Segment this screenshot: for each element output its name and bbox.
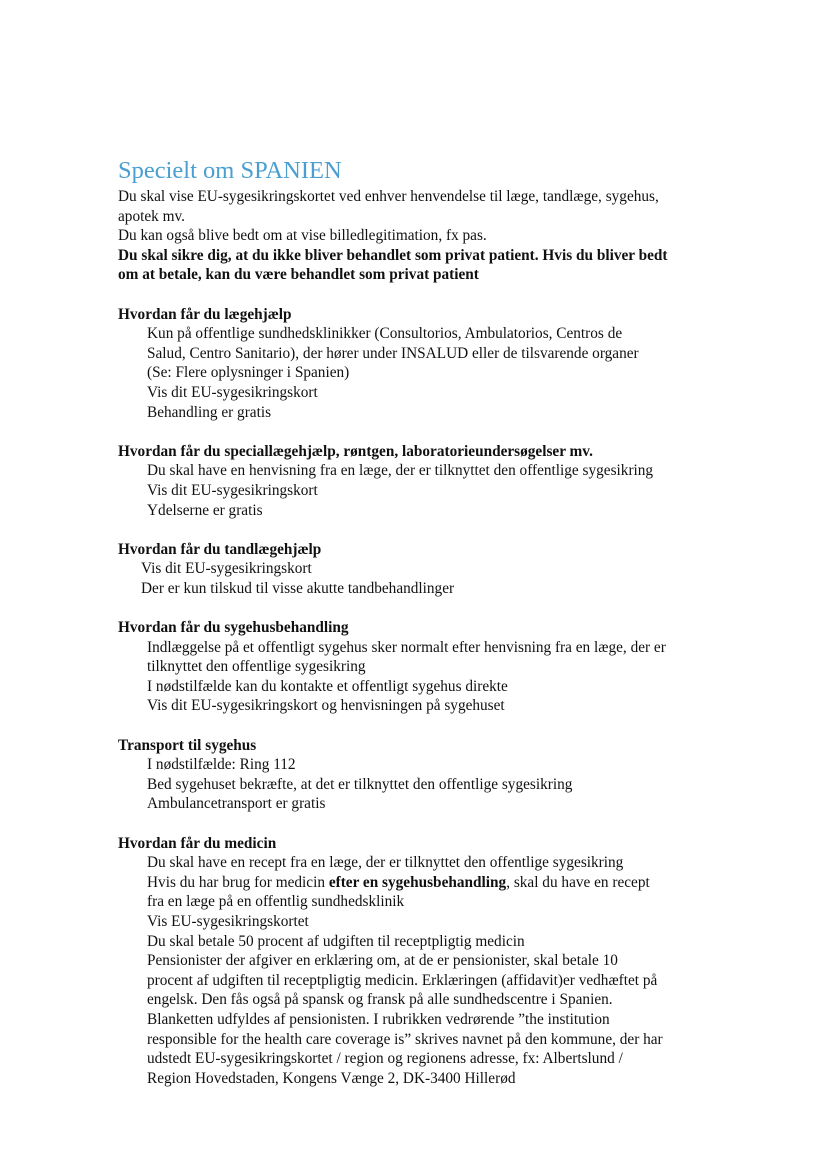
section-heading: Hvordan får du tandlægehjælp (118, 540, 322, 558)
intro-line: Du kan også blive bedt om at vise billedlegitimation, fx pas. (118, 227, 487, 245)
section-heading: Hvordan får du medicin (118, 834, 277, 852)
intro-warning: om at betale, kan du være behandlet som privat patient (118, 266, 479, 284)
section-heading: Hvordan får du sygehusbehandling (118, 619, 349, 637)
section-line: Ambulancetransport er gratis (147, 795, 326, 813)
section-line: Blanketten udfyldes af pensionisten. I rubrikken vedrørende ”the institution (147, 1010, 610, 1028)
intro-line: Du skal vise EU-sygesikringskortet ved enhver henvendelse til læge, tandlæge, sygehus, (118, 188, 659, 205)
section-line: Ydelserne er gratis (147, 501, 263, 519)
section-line: Salud, Centro Sanitario), der hører under INSALUD eller de tilsvarende organer (147, 344, 639, 362)
section-line: Der er kun tilskud til visse akutte tandbehandlinger (141, 579, 455, 597)
page-title: Specielt om SPANIEN (118, 157, 342, 184)
section-line: procent af udgiften til receptpligtig medicin. Erklæringen (affidavit)er vedhæftet på (147, 971, 658, 989)
section-line: Behandling er gratis (147, 403, 272, 421)
section-line: fra en læge på en offentlig sundhedsklinik (147, 893, 405, 911)
section-line: Vis dit EU-sygesikringskort (147, 481, 318, 499)
section-line: Du skal betale 50 procent af udgiften til receptpligtig medicin (147, 932, 525, 950)
section-line: responsible for the health care coverage is” skrives navnet på den kommune, der har (147, 1030, 663, 1048)
section-line: Vis dit EU-sygesikringskort (141, 560, 312, 578)
section-line: Region Hovedstaden, Kongens Vænge 2, DK-3400 Hillerød (147, 1069, 516, 1087)
section-heading: Transport til sygehus (118, 736, 257, 754)
section-line: tilknyttet den offentlige sygesikring (147, 658, 366, 676)
section-speciallaegehjaelp (118, 442, 718, 520)
section-heading: Hvordan får du lægehjælp (118, 305, 292, 323)
section-line: I nødstilfælde kan du kontakte et offentligt sygehus direkte (147, 677, 508, 695)
section-transport (118, 736, 718, 814)
section-sygehusbehandling (118, 618, 718, 716)
text-run: , skal du have en recept (506, 873, 650, 891)
intro-warning: Du skal sikre dig, at du ikke bliver behandlet som privat patient. Hvis du bliver bedt (118, 246, 668, 264)
section-line: Vis dit EU-sygesikringskort og henvisningen på sygehuset (147, 697, 505, 715)
section-line: Du skal have en recept fra en læge, der er tilknyttet den offentlige sygesikring (147, 854, 624, 872)
section-line: Kun på offentlige sundhedsklinikker (Consultorios, Ambulatorios, Centros de (147, 325, 623, 343)
section-line (118, 873, 718, 893)
section-line: Vis EU-sygesikringskortet (147, 912, 309, 930)
section-heading: Hvordan får du speciallægehjælp, røntgen, laboratorieundersøgelser mv. (118, 442, 593, 460)
intro-block (118, 187, 718, 285)
text-run: Hvis du har brug for medicin (147, 873, 329, 891)
section-tandlaegehjaelp (118, 540, 718, 599)
section-medicin (118, 834, 718, 1089)
intro-line: apotek mv. (118, 207, 185, 225)
section-laegehjaelp (118, 305, 718, 423)
section-line: Vis dit EU-sygesikringskort (147, 383, 318, 401)
section-line: udstedt EU-sygesikringskortet / region og regionens adresse, fx: Albertslund / (147, 1050, 623, 1068)
section-line: Bed sygehuset bekræfte, at det er tilknyttet den offentlige sygesikring (147, 775, 573, 793)
emphasis-text: efter en sygehusbehandling (328, 873, 507, 891)
section-line: engelsk. Den fås også på spansk og fransk på alle sundhedscentre i Spanien. (147, 991, 613, 1009)
section-line: Du skal have en henvisning fra en læge, der er tilknyttet den offentlige sygesikring (147, 462, 654, 480)
section-line: Indlæggelse på et offentligt sygehus sker normalt efter henvisning fra en læge, der er (147, 638, 666, 656)
section-line: (Se: Flere oplysninger i Spanien) (147, 364, 350, 382)
section-line: Pensionister der afgiver en erklæring om, at de er pensionister, skal betale 10 (147, 952, 618, 970)
document-page (118, 156, 718, 1088)
section-line: I nødstilfælde: Ring 112 (147, 756, 296, 774)
